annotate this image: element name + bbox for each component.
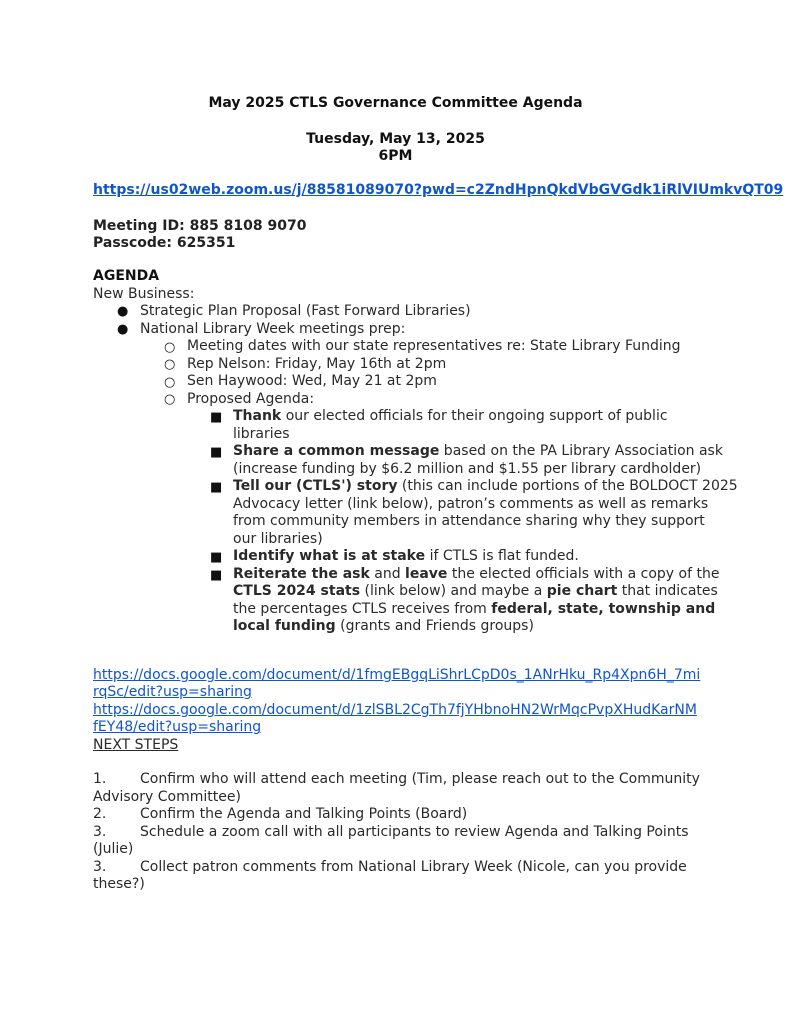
google-doc-link-2-cont[interactable]: fEY48/edit?usp=sharing xyxy=(93,719,262,735)
next-steps-heading: NEXT STEPS xyxy=(93,737,179,753)
google-doc-link-1[interactable]: https://docs.google.com/document/d/1fmgEBgqLiShrLCpD0s_1ANrHku_Rp4Xpn6H_7mi xyxy=(93,667,701,683)
step-number: 3. xyxy=(93,859,107,875)
proposed-point-ask-cont: CTLS 2024 stats (link below) and maybe a pie chart that indicates xyxy=(233,583,718,599)
step-collect-comments-cont: these?) xyxy=(93,876,145,892)
bullet-square-icon: ■ xyxy=(210,480,223,495)
new-business-label: New Business: xyxy=(93,286,195,302)
step-confirm-attendance: Confirm who will attend each meeting (Tim, please reach out to the Community xyxy=(140,771,700,787)
bullet-square-icon: ■ xyxy=(210,445,223,460)
bullet-circle-icon: ○ xyxy=(164,340,176,355)
step-confirm-attendance-cont: Advisory Committee) xyxy=(93,789,241,805)
agenda-heading: AGENDA xyxy=(93,268,160,284)
bullet-circle-icon: ○ xyxy=(164,375,176,390)
google-doc-link-1-cont[interactable]: rqSc/edit?usp=sharing xyxy=(93,684,252,700)
bullet-circle-icon: ○ xyxy=(164,392,176,407)
meeting-date: Tuesday, May 13, 2025 xyxy=(306,131,485,147)
agenda-item-strategic-plan: Strategic Plan Proposal (Fast Forward Libraries) xyxy=(140,303,471,319)
passcode: Passcode: 625351 xyxy=(93,235,236,251)
proposed-point-thank: Thank our elected officials for their ongoing support of public xyxy=(233,408,668,424)
step-schedule-zoom: Schedule a zoom call with all participants to review Agenda and Talking Points xyxy=(140,824,689,840)
zoom-link[interactable]: https://us02web.zoom.us/j/88581089070?pwd=c2ZndHpnQkdVbGVGdk1iRlVIUmkvQT09 xyxy=(93,182,784,198)
step-number: 2. xyxy=(93,806,107,822)
proposed-point-stake: Identify what is at stake if CTLS is flat funded. xyxy=(233,548,579,564)
google-doc-link-2[interactable]: https://docs.google.com/document/d/1zlSBL2CgTh7fjYHbnoHN2WrMqcPvpXHudKarNM xyxy=(93,702,697,718)
proposed-point-message: Share a common message based on the PA Library Association ask xyxy=(233,443,723,459)
proposed-point-story-cont: from community members in attendance sharing why they support xyxy=(233,513,705,529)
sub-item-sen-haywood: Sen Haywood: Wed, May 21 at 2pm xyxy=(187,373,437,389)
bullet-dot-icon: ● xyxy=(117,322,129,337)
meeting-time: 6PM xyxy=(378,148,413,164)
proposed-point-ask-cont: local funding (grants and Friends groups) xyxy=(233,618,534,634)
bullet-dot-icon: ● xyxy=(117,304,129,319)
sub-item-meeting-dates: Meeting dates with our state representatives re: State Library Funding xyxy=(187,338,681,354)
proposed-point-ask-cont: the percentages CTLS receives from federal, state, township and xyxy=(233,601,716,617)
bullet-square-icon: ■ xyxy=(210,568,223,583)
proposed-point-story-cont: Advocacy letter (link below), patron’s comments as well as remarks xyxy=(233,496,709,512)
step-collect-comments: Collect patron comments from National Library Week (Nicole, can you provide xyxy=(140,859,687,875)
sub-item-proposed-agenda: Proposed Agenda: xyxy=(187,391,315,407)
step-number: 3. xyxy=(93,824,107,840)
proposed-point-story: Tell our (CTLS') story (this can include portions of the BOLDOCT 2025 xyxy=(233,478,738,494)
document-title: May 2025 CTLS Governance Committee Agenda xyxy=(208,95,583,111)
step-number: 1. xyxy=(93,771,107,787)
agenda-item-library-week: National Library Week meetings prep: xyxy=(140,321,406,337)
step-schedule-zoom-cont: (Julie) xyxy=(93,841,134,857)
proposed-point-ask: Reiterate the ask and leave the elected officials with a copy of the xyxy=(233,566,720,582)
proposed-point-story-cont: our libraries) xyxy=(233,531,323,547)
bullet-square-icon: ■ xyxy=(210,410,223,425)
sub-item-rep-nelson: Rep Nelson: Friday, May 16th at 2pm xyxy=(187,356,447,372)
meeting-id: Meeting ID: 885 8108 9070 xyxy=(93,218,307,234)
bullet-circle-icon: ○ xyxy=(164,357,176,372)
proposed-point-thank-cont: libraries xyxy=(233,426,290,442)
proposed-point-message-cont: (increase funding by $6.2 million and $1.55 per library cardholder) xyxy=(233,461,702,477)
step-confirm-agenda: Confirm the Agenda and Talking Points (Board) xyxy=(140,806,468,822)
bullet-square-icon: ■ xyxy=(210,550,223,565)
